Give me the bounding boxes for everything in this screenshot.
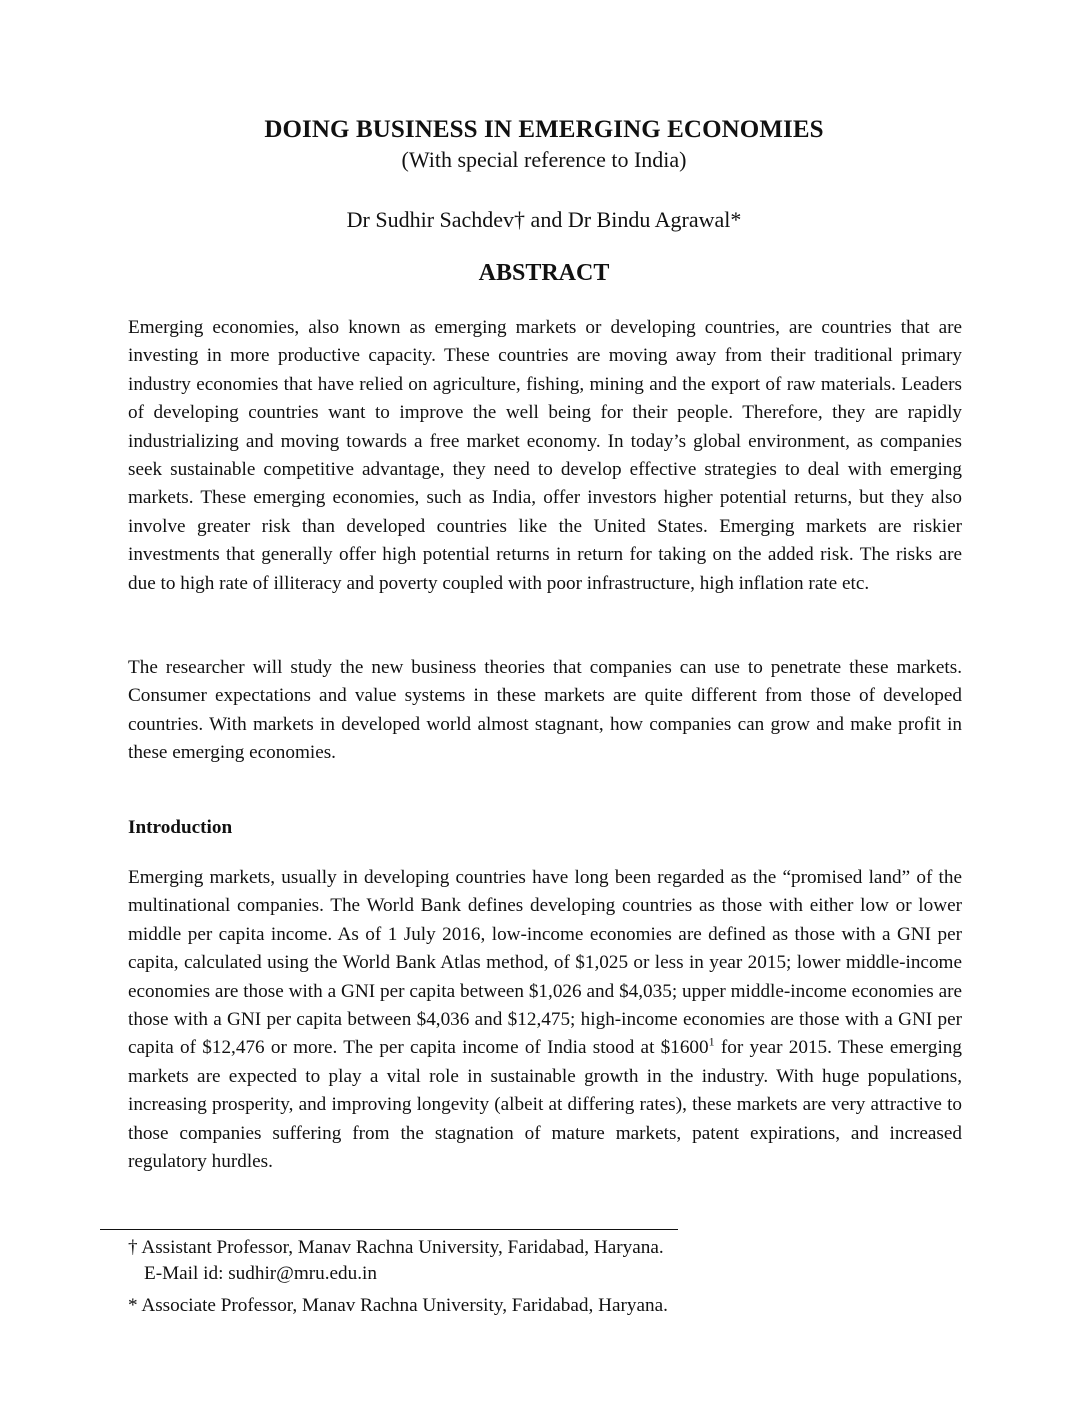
footnote-marker: 1 [708, 1035, 715, 1050]
abstract-paragraph-2: The researcher will study the new business theories that companies can use to penetrate these markets. Consumer expectations and value systems in these markets are quite different from those of developed countries. With markets in developed world almost stagnant, how companies can grow and make profit in these emerging economies. [128, 657, 962, 764]
paper-title: DOING BUSINESS IN EMERGING ECONOMIES [264, 116, 824, 143]
footnote-author-1-email: E-Mail id: sudhir@mru.edu.in [144, 1263, 377, 1284]
abstract-heading: ABSTRACT [478, 260, 610, 286]
footnote-author-1: † Assistant Professor, Manav Rachna University, Faridabad, Haryana. [128, 1237, 664, 1258]
paper-subtitle: (With special reference to India) [401, 147, 687, 172]
abstract-paragraph-1: Emerging economies, also known as emerging markets or developing countries, are countries that are investing in more productive capacity. These countries are moving away from their traditional primary industry economies that have relied on agriculture, fishing, mining and the export of raw materials. Leaders of developing countries want to improve the well being for their people. Therefore, they are rapidly industrializing and moving towards a free market economy. In today’s global environment, as companies seek sustainable competitive advantage, they need to develop effective strategies to deal with emerging markets. These emerging economies, such as India, offer investors higher potential returns, but they also involve greater risk than developed countries like the United States. Emerging markets are riskier investments that generally offer high potential returns in return for taking on the added risk. The risks are due to high rate of illiteracy and poverty coupled with poor infrastructure, high inflation rate etc. [128, 317, 962, 594]
introduction-heading: Introduction [128, 817, 233, 838]
introduction-paragraph [128, 864, 962, 1176]
footnote-divider [100, 1229, 678, 1230]
introduction-text-part-2: for year 2015. These emerging markets are expected to play a vital role in sustainable growth in the industry. With huge populations, increasing prosperity, and improving longevity (albeit at differing rates), these markets are very attractive to those companies suffering from the stagnation of mature markets, patent expirations, and increased regulatory hurdles. [128, 1037, 962, 1173]
footnote-author-2: * Associate Professor, Manav Rachna University, Faridabad, Haryana. [128, 1295, 668, 1316]
author-line: Dr Sudhir Sachdev† and Dr Bindu Agrawal* [346, 207, 742, 232]
introduction-text-part-1: Emerging markets, usually in developing countries have long been regarded as the “promised land” of the multinational companies. The World Bank defines developing countries as those with either low or lower middle per capita income. As of 1 July 2016, low-income economies are defined as those with a GNI per capita, calculated using the World Bank Atlas method, of $1,025 or less in year 2015; lower middle-income economies are those with a GNI per capita between $1,026 and $4,035; upper middle-income economies are those with a GNI per capita between $4,036 and $12,475; high-income economies are those with a GNI per capita of $12,476 or more. The per capita income of India stood at $1600 [128, 867, 962, 1059]
